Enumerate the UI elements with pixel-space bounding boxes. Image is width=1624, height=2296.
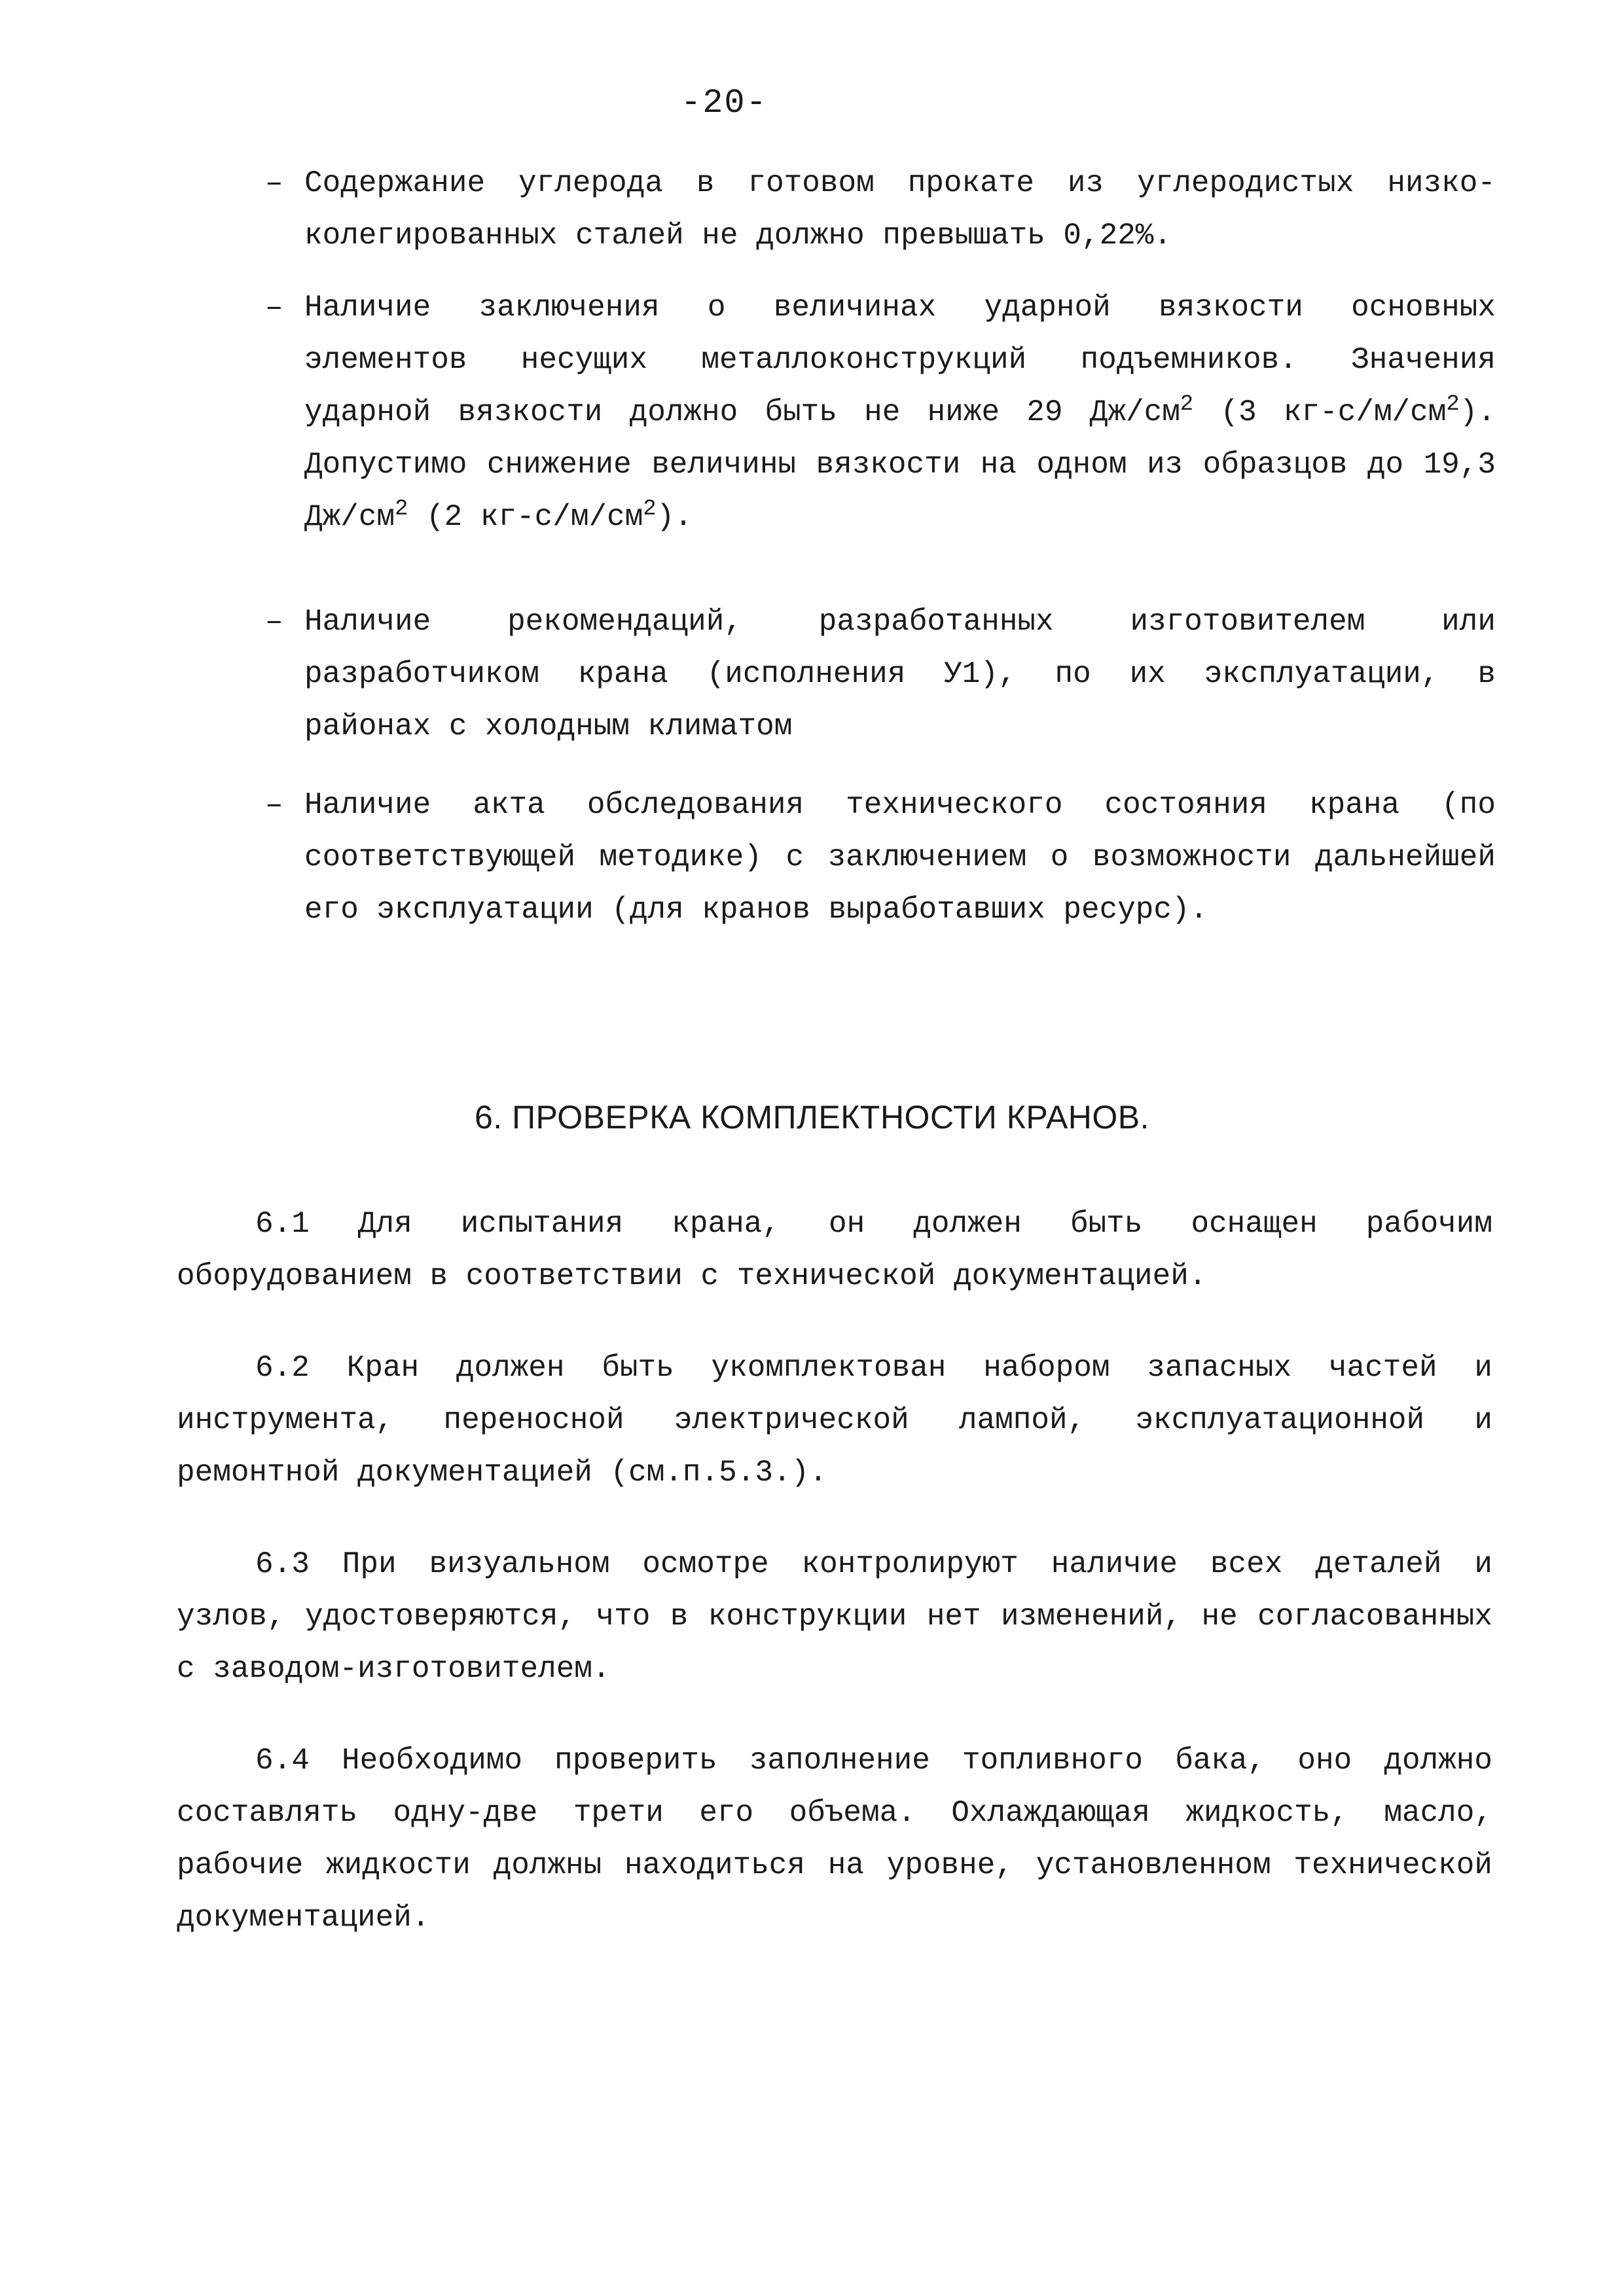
bullet-dash: – [265, 788, 283, 822]
bullet-dash: – [265, 291, 283, 325]
superscript: 2 [395, 497, 408, 522]
bullet-item-inspection-act [265, 779, 1514, 936]
bullet-text-part: (2 кг-с/м/см [408, 500, 643, 534]
bullet-dash: – [265, 605, 283, 639]
superscript: 2 [1446, 392, 1460, 417]
superscript: 2 [643, 497, 657, 522]
bullet-text [304, 281, 1514, 543]
paragraph-6-4: 6.4 Необходимо проверить заполнение топливного бака, оно должно составлять одну-две трети его объема. Охлаждающая жидкость, масло, рабочие жидкости должны находиться на уровне, установленном технической документацией. [177, 1744, 1492, 1935]
paragraph-6-1: 6.1 Для испытания крана, он должен быть оснащен рабочим оборудованием в соответствии с технической документацией. [177, 1207, 1492, 1293]
bullet-item-impact-toughness [265, 281, 1514, 543]
bullet-dash: – [265, 166, 283, 200]
bullet-text: Содержание углерода в готовом прокате из углеродистых низко-колегированных сталей не должно превышать 0,22%. [304, 166, 1496, 253]
bullet-item-cold-climate [265, 596, 1514, 753]
bullet-text-part: (3 кг-с/м/см [1193, 395, 1447, 429]
bullet-text-part: Наличие заключения о величинах ударной вязкости основных элементов несущих металлоконструкций подъемников. Значения ударной вязкости должно быть не ниже 29 Дж/см [304, 291, 1514, 429]
section-heading: 6. ПРОВЕРКА КОМПЛЕКТНОСТИ КРАНОВ. [474, 1099, 1149, 1136]
paragraph-6-3: 6.3 При визуальном осмотре контролируют наличие всех деталей и узлов, удостоверяются, что в конструкции нет изменений, не согласованных с заводом-изготовителем. [177, 1547, 1492, 1686]
superscript: 2 [1180, 392, 1194, 417]
bullet-text-part: ). Допустимо снижение величины вязкости на одном из образцов до 19,3 Дж/см [304, 395, 1514, 534]
bullet-text: Наличие акта обследования технического состояния крана (по соответствующей методике) с заключением о возможности дальнейшей его эксплуатации (для кранов выработавших ресурс). [304, 788, 1514, 927]
bullet-text-part: ). [656, 500, 693, 534]
bullet-item-carbon-content [265, 157, 1496, 262]
page-number: -20- [681, 84, 768, 122]
paragraph-6-2: 6.2 Кран должен быть укомплектован набором запасных частей и инструмента, переносной электрической лампой, эксплуатационной и ремонтной документацией (см.п.5.3.). [177, 1351, 1492, 1490]
bullet-text: Наличие рекомендаций, разработанных изготовителем или разработчиком крана (исполнения У1), по их эксплуатации, в районах с холодным климатом [304, 605, 1514, 744]
